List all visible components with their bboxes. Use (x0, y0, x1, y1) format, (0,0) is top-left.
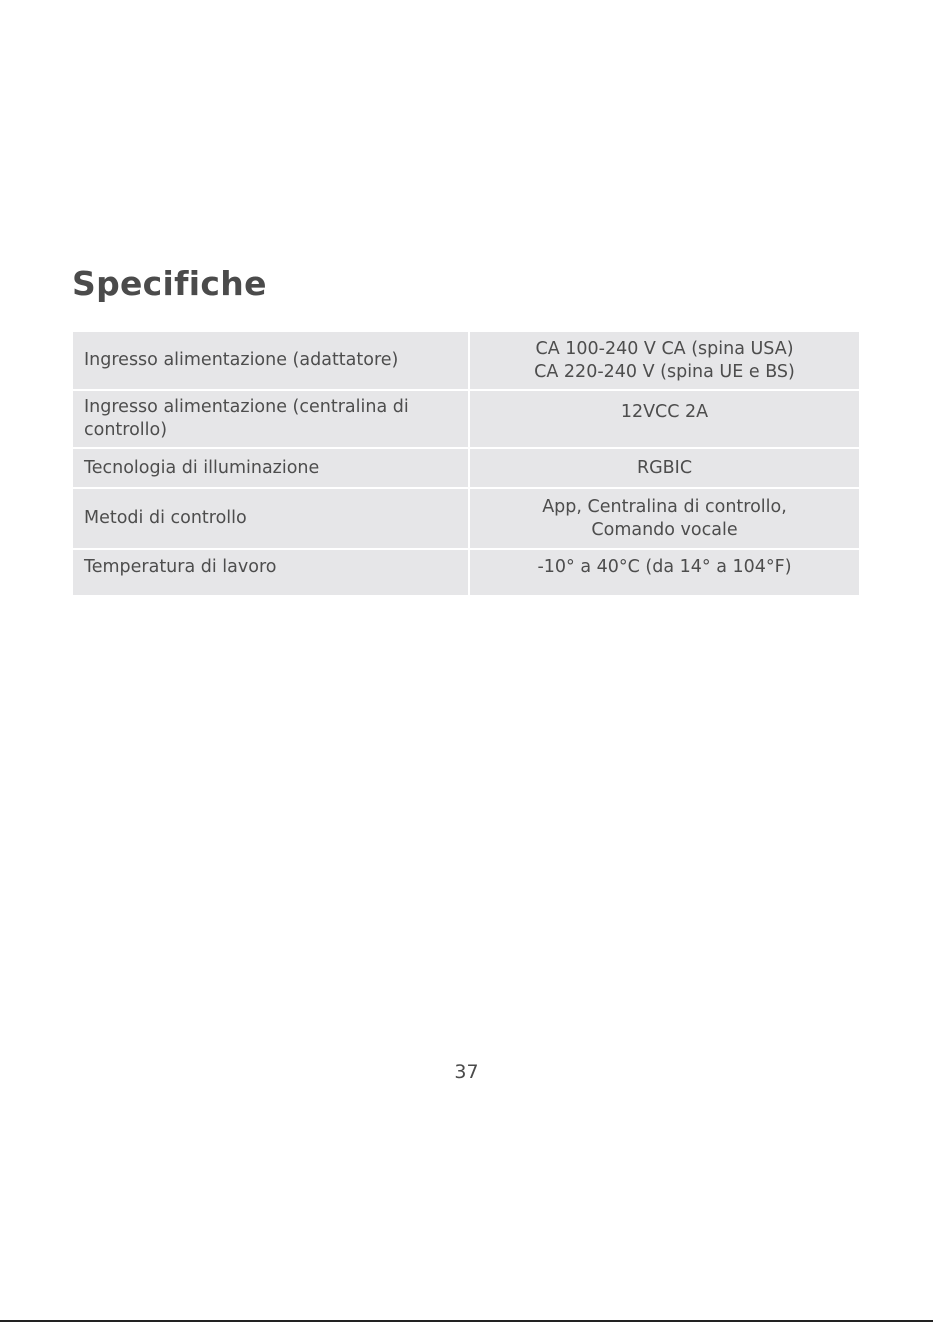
spec-label: Tecnologia di illuminazione (73, 448, 469, 488)
page-title: Specifiche (72, 264, 267, 303)
table-row (73, 390, 859, 448)
bottom-divider (0, 1320, 933, 1322)
spec-label: Temperatura di lavoro (73, 549, 469, 595)
spec-label: Ingresso alimentazione (adattatore) (73, 332, 469, 390)
page-number: 37 (454, 1061, 479, 1083)
spec-value: RGBIC (469, 448, 859, 488)
spec-label: Metodi di controllo (73, 488, 469, 549)
table-row (73, 488, 859, 549)
spec-value: 12VCC 2A (469, 390, 859, 448)
spec-value: App, Centralina di controllo, Comando vocale (469, 488, 859, 549)
table-row (73, 549, 859, 595)
spec-value: CA 100-240 V CA (spina USA) CA 220-240 V (spina UE e BS) (469, 332, 859, 390)
spec-value: -10° a 40°C (da 14° a 104°F) (537, 557, 792, 577)
specifications-table (73, 332, 859, 595)
spec-label: Ingresso alimentazione (centralina di controllo) (73, 390, 469, 448)
table-row (73, 448, 859, 488)
table-row (73, 332, 859, 390)
